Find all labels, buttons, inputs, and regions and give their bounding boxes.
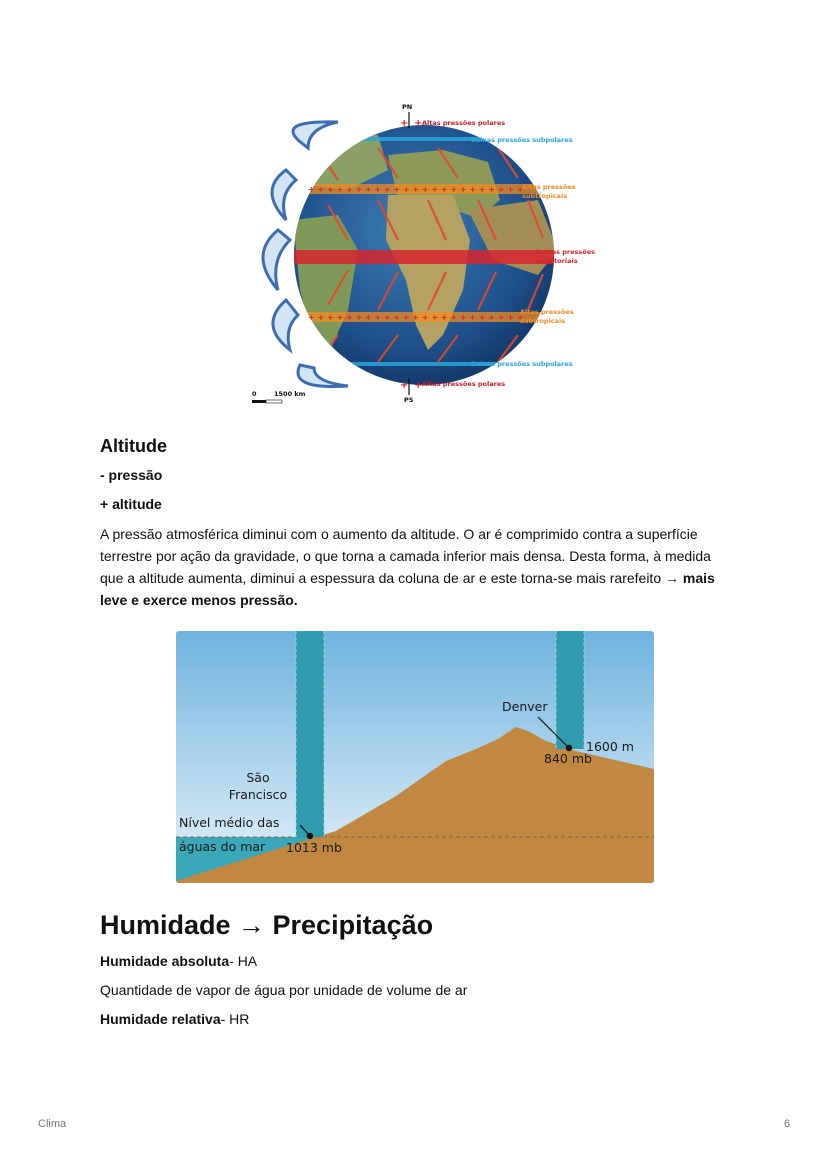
label-subtropical-high-south-2: subtropicais bbox=[520, 317, 566, 325]
svg-text:+ + + + + + + + + + + + + + +: + + + + + + + + + + + + + + + + + + + + + + + bbox=[308, 313, 524, 322]
label-pressure-1: 1013 mb bbox=[286, 840, 342, 855]
label-subpolar-low-south: Baixas pressões subpolares bbox=[471, 360, 573, 368]
altitude-diagram bbox=[176, 631, 654, 883]
scale-zero: 0 bbox=[252, 390, 257, 398]
svg-text:+ + + + + + + + + + + + + + +: + + + + + + + + + + + + + + + + + + + + + + + bbox=[308, 185, 524, 194]
label-polar-high-north: Altas pressões polares bbox=[422, 119, 506, 127]
label-sea-level-line2: águas do mar bbox=[179, 839, 266, 854]
footer-title: Clima bbox=[38, 1118, 67, 1130]
pole-north-label: PN bbox=[402, 103, 413, 111]
plus-sign-n1: + bbox=[400, 118, 409, 129]
plus-sign-n2: + bbox=[414, 118, 423, 129]
label-subtropical-high-south-1: Altas pressões bbox=[520, 308, 574, 316]
label-equatorial-low-2: equatoriais bbox=[536, 257, 578, 265]
humidity-relative-term: Humidade relativa bbox=[100, 1011, 221, 1027]
altitude-subline-altitude: + altitude bbox=[100, 496, 162, 512]
scale-label: 1500 km bbox=[274, 390, 306, 398]
altitude-heading: Altitude bbox=[100, 436, 167, 456]
band-equatorial bbox=[278, 250, 578, 264]
label-equatorial-low-1: Baixas pressões bbox=[536, 248, 596, 256]
label-subtropical-high-north-1: Altas pressões bbox=[522, 183, 576, 191]
globe-diagram bbox=[238, 100, 598, 410]
humidity-heading: Humidade → Precipitação bbox=[100, 910, 434, 940]
label-city-1-line1: São bbox=[246, 770, 270, 785]
altitude-pressure-figure bbox=[176, 631, 654, 883]
pressure-belts-figure bbox=[238, 100, 598, 410]
label-pressure-2: 840 mb bbox=[544, 751, 592, 766]
scale-bar-black bbox=[252, 400, 266, 403]
humidity-absolute-term: Humidade absoluta bbox=[100, 953, 230, 969]
label-city-2: Denver bbox=[502, 699, 548, 714]
humidity-absolute-line bbox=[100, 953, 257, 969]
altitude-paragraph bbox=[100, 523, 730, 611]
humidity-relative-line bbox=[100, 1011, 249, 1027]
scale-bar-white bbox=[266, 400, 282, 403]
label-altitude-2: 1600 m bbox=[586, 739, 634, 754]
air-column-denver bbox=[556, 631, 584, 749]
humidity-absolute-definition: Quantidade de vapor de água por unidade de volume de ar bbox=[100, 982, 468, 998]
plus-sign-s1: + bbox=[400, 380, 409, 391]
footer-page-number: 6 bbox=[784, 1118, 791, 1130]
label-polar-high-south: Altas pressões polares bbox=[422, 380, 506, 388]
air-column-san-francisco bbox=[296, 631, 324, 837]
humidity-relative-suffix: - HR bbox=[220, 1011, 250, 1027]
label-subpolar-low-north: Baixas pressões subpolares bbox=[471, 136, 573, 144]
label-subtropical-high-north-2: subtropicais bbox=[522, 192, 568, 200]
humidity-absolute-suffix: - HA bbox=[229, 953, 258, 969]
plus-sign-s2: + bbox=[414, 380, 423, 391]
altitude-paragraph-emphasis: mais leve e exerce menos pressão. bbox=[100, 570, 715, 608]
label-sea-level-line1: Nível médio das bbox=[179, 815, 280, 830]
dot-san-francisco bbox=[307, 833, 313, 839]
altitude-subline-pressure: - pressão bbox=[100, 467, 163, 483]
altitude-paragraph-text: A pressão atmosférica diminui com o aumento da altitude. O ar é comprimido contra a superfície terrestre por ação da gravidade, o que torna a camada inferior mais densa. Desta forma, à medida que a altitude aumenta, diminui a espessura da coluna de ar e este torna-se mais rarefeito → bbox=[100, 526, 711, 586]
label-city-1-line2: Francisco bbox=[228, 787, 288, 802]
pole-south-label: PS bbox=[404, 396, 414, 404]
